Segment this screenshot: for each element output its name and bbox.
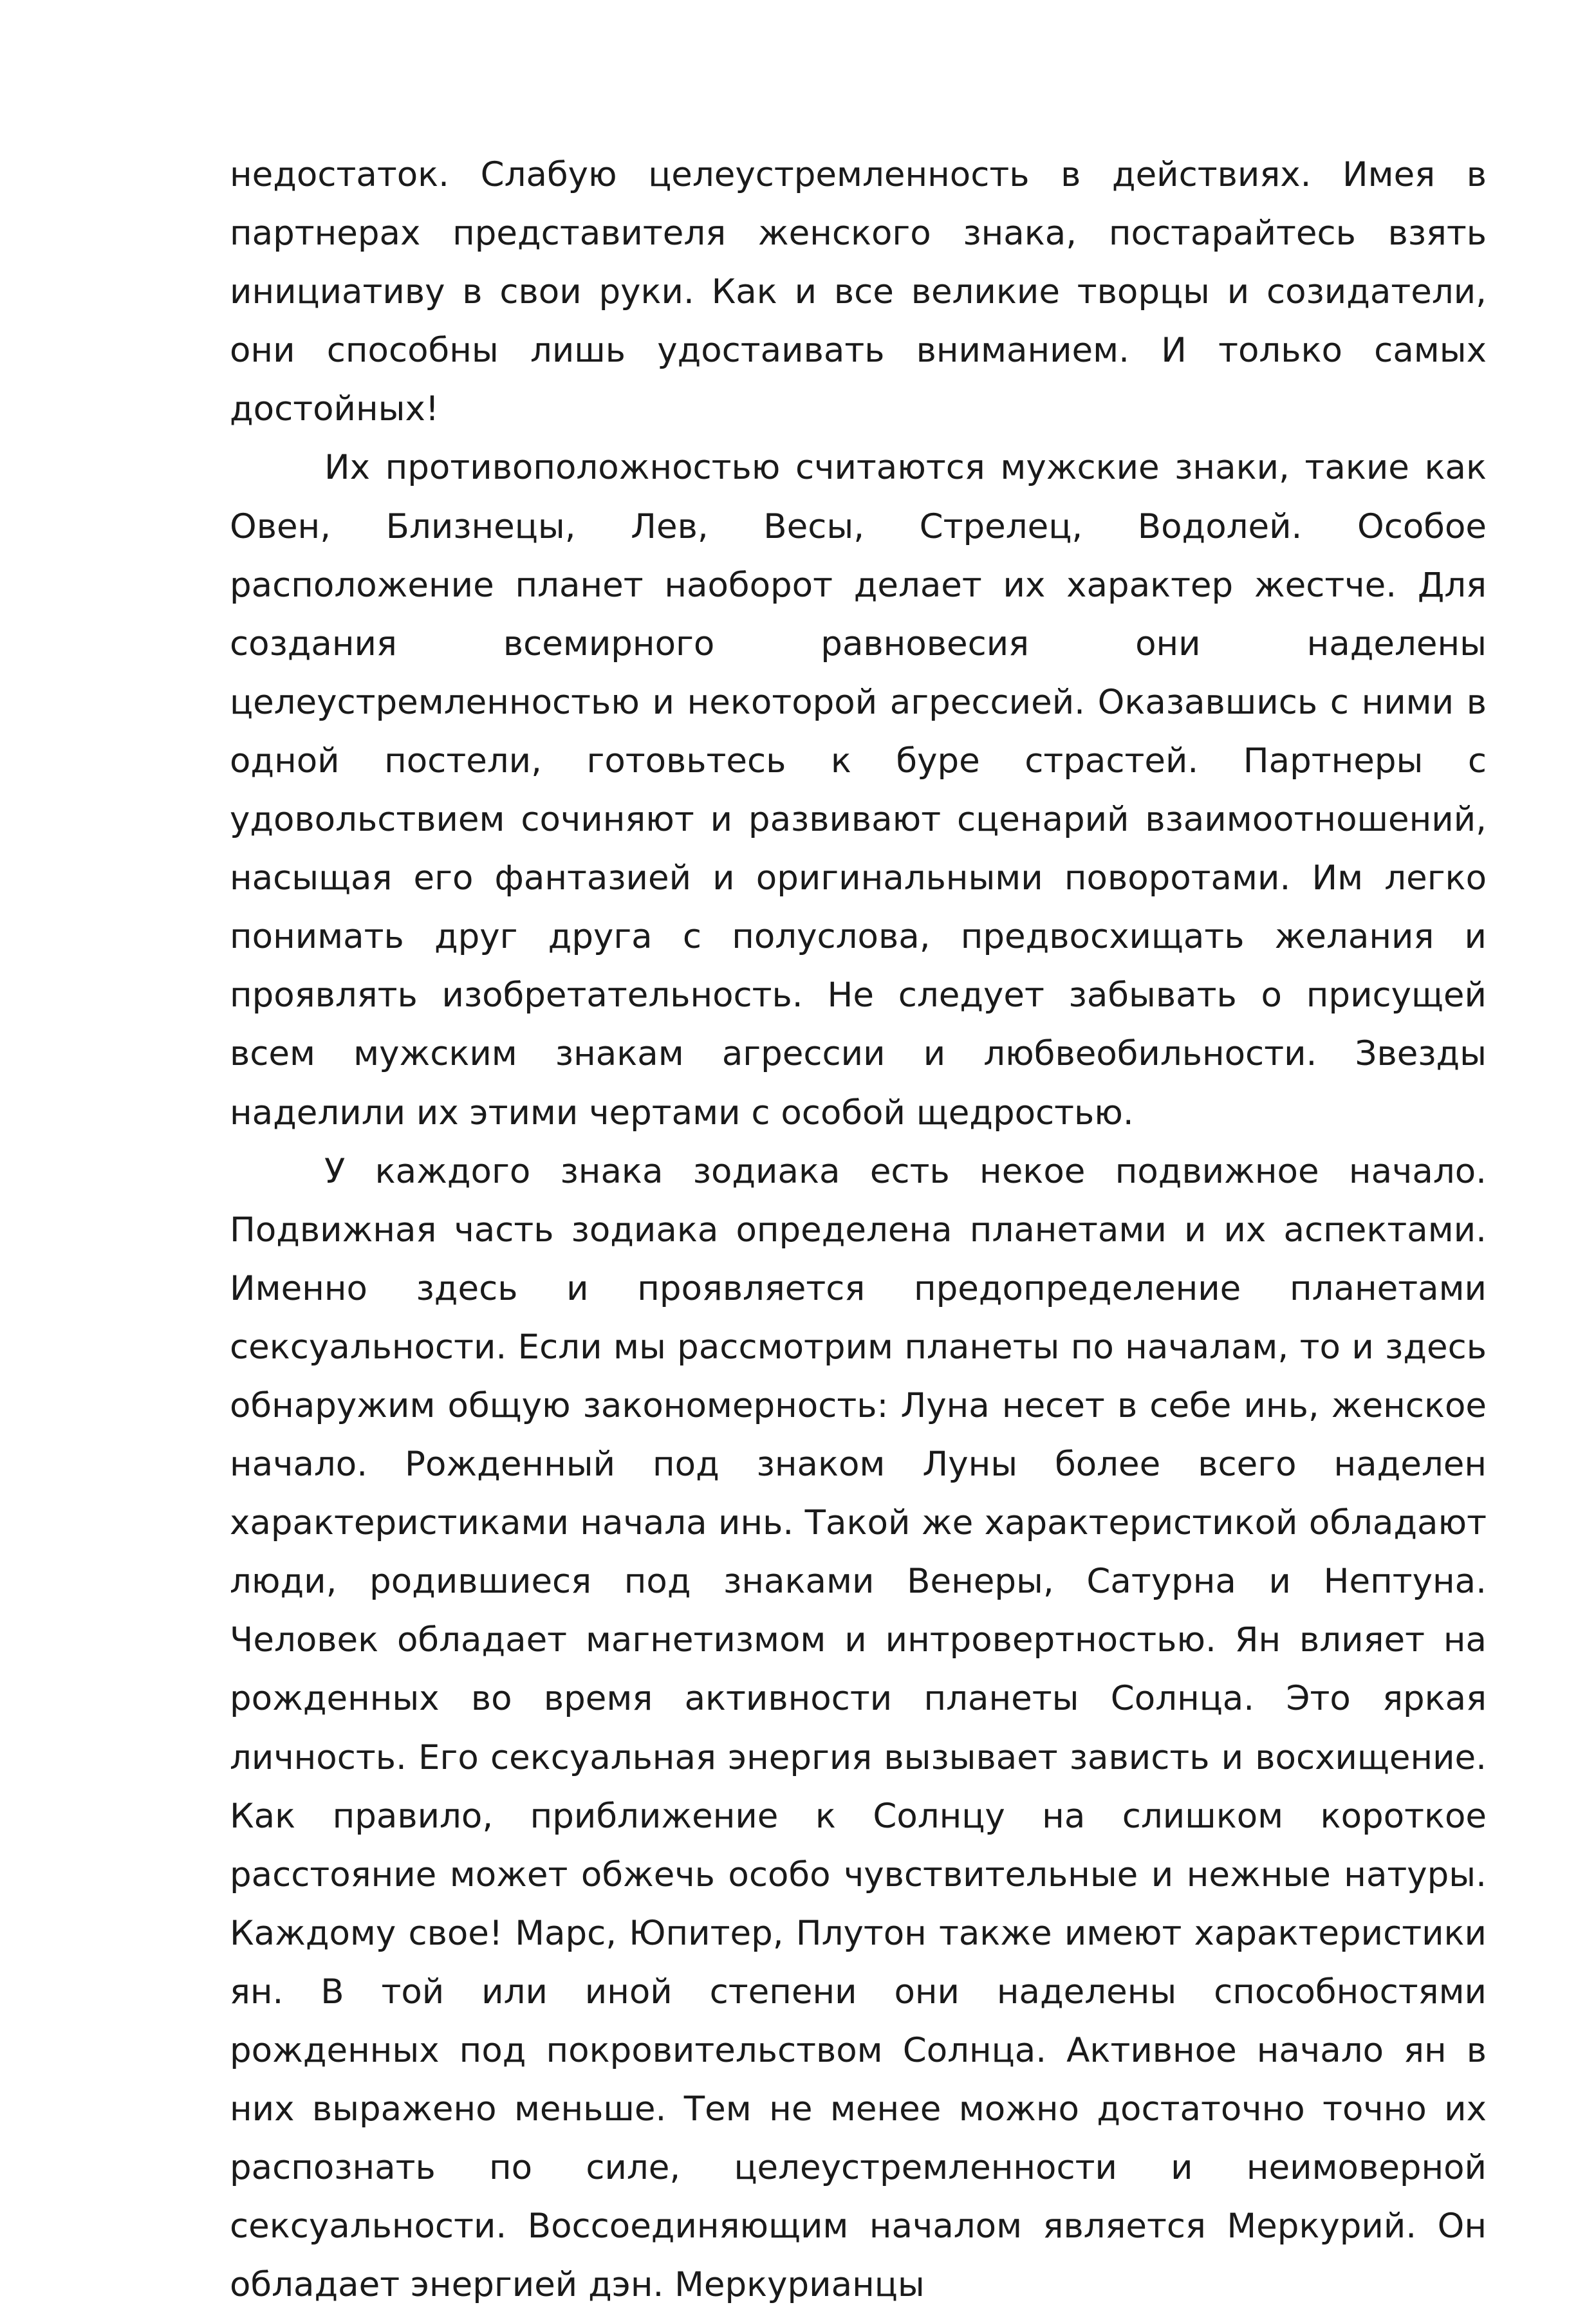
paragraph-male-signs: Их противоположностью считаются мужские знаки, такие как Овен, Близнецы, Лев, Весы, Стрелец, Водолей. Особое расположение планет наоборот делает их характер жестче. Для создания всемирного равновесия они наделены целеустремленностью и некоторой агрессией. Оказавшись с ними в одной постели, готовьтесь к буре страстей. Партнеры с удовольствием сочиняют и развивают сценарий взаимоотношений, насыщая его фантазией и оригинальными поворотами. Им легко понимать друг друга с полуслова, предвосхищать желания и проявлять изобретательность. Не следует забывать о присущей всем мужским знакам агрессии и любвеобильности. Звезды наделили их этими чертами с особой щедростью. — [230, 448, 1487, 1133]
paragraph-planets: У каждого знака зодиака есть некое подвижное начало. Подвижная часть зодиака определена планетами и их аспектами. Именно здесь и проявляется предопределение планетами сексуальности. Если мы рассмотрим планеты по началам, то и здесь обнаружим общую закономерность: Луна несет в себе инь, женское начало. Рожденный под знаком Луны более всего наделен характеристиками начала инь. Такой же характеристикой обладают люди, родившиеся под знаками Венеры, Сатурна и Нептуна. Человек обладает магнетизмом и интровертностью. Ян влияет на рожденных во время активности планеты Солнца. Это яркая личность. Его сексуальная энергия вызывает зависть и восхищение. Как правило, приближение к Солнцу на слишком короткое расстояние может обжечь особо чувствительные и нежные натуры. Каждому свое! Марс, Юпитер, Плутон также имеют характеристики ян. В той или иной степени они наделены способностями рожденных под покровительством Солнца. Активное начало ян в них выражено меньше. Тем не менее можно достаточно точно их распознать по силе, целеустремленности и неимоверной сексуальности. Воссоединяющим началом является Меркурий. Он обладает энергией дэн. Меркурианцы — [230, 1151, 1487, 2305]
paragraph-continuation: недостаток. Слабую целеустремленность в действиях. Имея в партнерах представителя женского знака, постарайтесь взять инициативу в свои руки. Как и все великие творцы и созидатели, они способны лишь удостаивать вниманием. И только самых достойных! — [230, 155, 1487, 429]
body-text — [230, 145, 1487, 2314]
